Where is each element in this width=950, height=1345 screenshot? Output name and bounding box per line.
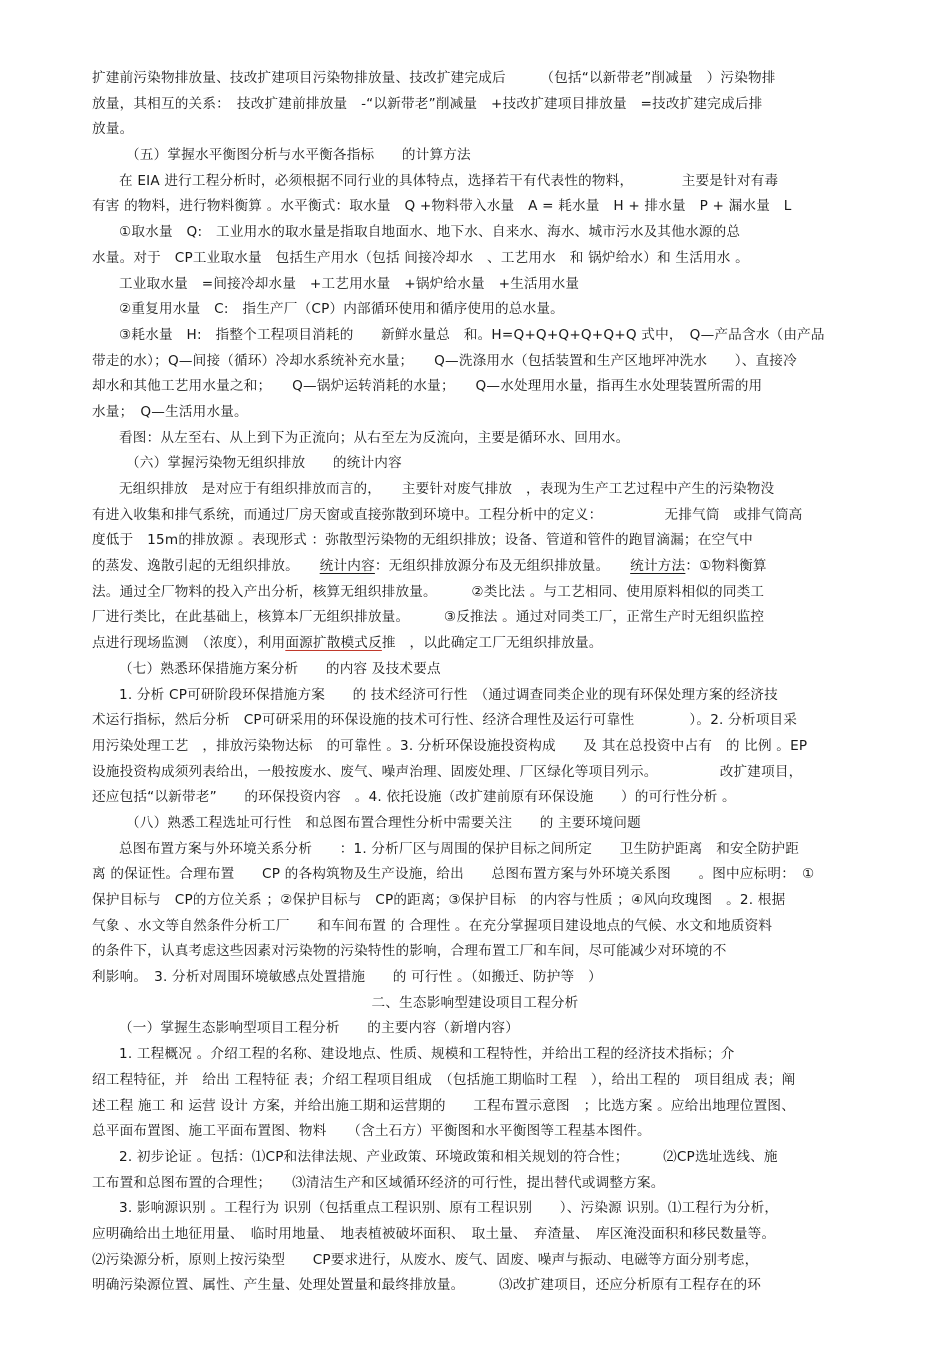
paragraph-line: 2. 初步论证 。包括：⑴CP和法律法规、产业政策、环境政策和相关规划的符合性； ⑵CP选址选线、施 [119,1148,778,1165]
paragraph-line: 1. 工程概况 。介绍工程的名称、建设地点、性质、规模和工程特性，并给出工程的经济技术指标；介 [119,1046,735,1063]
section-heading: （七）熟悉环保措施方案分析 的内容 及技术要点 [119,660,441,677]
text-line: ⑵污染源分析，原则上按污染型 CP要求进行，从废水、废气、固废、噪声与振动、电磁等方面分别考虑， [92,1251,759,1268]
text-line: 述工程 施工 和 运营 设计 方案，并给出施工期和运营期的 工程布置示意图 ；比选方案 。应给出地理位置图、 [92,1097,796,1114]
text-line: 法。通过全厂物料的投入产出分析，核算无组织排放量。 ②类比法 。与工艺相同、使用原料相似的同类工 [92,583,765,600]
text-line: 还应包括“以新带老” 的环保投资内容 。4. 依托设施（改扩建前原有环保设施 ）的可行性分析 。 [92,789,736,806]
text-line: 总平面布置图、施工平面布置图、物料 （含土石方）平衡图和水平衡图等工程基本图件。 [92,1123,651,1140]
text-line: 利影响。 3. 分析对周围环境敏感点处置措施 的 可行性 。（如搬迁、防护等 ） [92,969,602,986]
text-line: 有进入收集和排气系统，而通过厂房天窗或直接弥散到环境中。工程分析中的定义： 无排气筒 或排气筒高 [92,506,803,523]
paragraph-line: 无组织排放 是对应于有组织排放而言的， 主要针对废气排放 ，表现为生产工艺过程中产生的污染物没 [119,481,775,497]
section-heading: （六）掌握污染物无组织排放 的统计内容 [126,455,402,472]
paragraph-line: 在 EIA 进行工程分析时，必须根据不同行业的具体特点，选择若干有代表性的物料， 主要是针对有毒 [119,172,779,189]
section-heading: （五）掌握水平衡图分析与水平衡各指标 的计算方法 [126,147,471,164]
text-span: 点进行现场监测 （浓度），利用 [92,635,286,652]
text-line: 设施投资构成须列表给出，一般按废水、废气、噪声治理、固废处理、厂区绿化等项目列示。 改扩建项目， [92,763,803,780]
text-line: 绍工程特征，并 给出 工程特征 表；介绍工程项目组成 （包括施工期临时工程 ），给出工程的 项目组成 表；阐 [92,1071,796,1088]
formula-line: 工业取水量 =间接冷却水量 +工艺用水量 +锅炉给水量 +生活用水量 [119,275,580,292]
stat-content-line [92,554,858,580]
text-span: ：无组织排放源分布及无组织排放量。 [374,558,631,575]
text-line: 应明确给出土地征用量、 临时用地量、 地表植被破坏面积、 取土量、 弃渣量、 库区淹没面积和移民数量等。 [92,1225,776,1242]
text-span: ：①物料衡算 [685,558,767,575]
reverse-method-line [92,631,858,657]
red-underlined-term: 面源扩散模式反 [285,635,382,652]
text-line: 有害 的物料，进行物料衡算 。水平衡式：取水量 Q +物料带入水量 A = 耗水量 H + 排水量 P + 漏水量 L [92,198,792,215]
text-line: 水量； Q—生活用水量。 [92,403,248,420]
text-line: 度低于 15m的排放源 。表现形式 ：弥散型污染物的无组织排放；设备、管道和管件的跑冒滴漏；在空气中 [92,532,753,549]
section-heading: （八）熟悉工程选址可行性 和总图布置合理性分析中需要关注 的 主要环境问题 [126,814,641,831]
text-line: 术运行指标，然后分析 CP可研采用的环保设施的技术可行性、经济合理性及运行可靠性 ）。2. 分析项目采 [92,712,798,729]
text-line: 扩建前污染物排放量、技改扩建项目污染物排放量、技改扩建完成后 （包括“以新带老”削减量 ）污染物排 [92,70,776,86]
stat-content-label: 统计内容 [319,558,375,575]
text-span: 的蒸发、逸散引起的无组织排放。 [92,558,320,575]
text-line: 放量，其相互的关系： 技改扩建前排放量 -“以新带老”削减量 +技改扩建项目排放量 =技改扩建完成后排 [92,95,763,112]
paragraph-line: ③耗水量 H: 指整个工程项目消耗的 新鲜水量总 和。H=Q+Q+Q+Q+Q+Q 式中， Q—产品含水（由产品 [119,326,825,343]
chapter-title: 二、生态影响型建设项目工程分析 [371,994,579,1011]
stat-method-label: 统计方法 [630,558,686,575]
text-line: 厂进行类比，在此基础上，核算本厂无组织排放量。 ③反推法 。通过对同类工厂，正常生产时无组织监控 [92,609,765,626]
paragraph-line: 总图布置方案与外环境关系分析 ：1. 分析厂区与周围的保护目标之间所定 卫生防护距离 和安全防护距 [119,840,799,857]
section-heading: （一）掌握生态影响型项目工程分析 的主要内容（新增内容） [119,1020,520,1037]
paragraph-line: 3. 影响源识别 。工程行为 识别（包括重点工程识别、原有工程识别 ）、污染源 识别。⑴工程行为分析， [119,1200,779,1217]
text-line: 的条件下，认真考虑这些因素对污染物的污染特性的影响，合理布置工厂和车间，尽可能减少对环境的不 [92,943,727,960]
text-line: 工布置和总图布置的合理性； ⑶清洁生产和区域循环经济的可行性，提出替代或调整方案。 [92,1174,665,1191]
text-line: 用污染处理工艺 ，排放污染物达标 的可靠性 。3. 分析环保设施投资构成 及 其在总投资中占有 的 比例 。EP [92,737,808,754]
text-line: 明确污染源位置、属性、产生量、处理处置量和最终排放量。 ⑶改扩建项目，还应分析原有工程存在的环 [92,1277,762,1294]
text-line: 放量。 [92,121,134,138]
text-span: 推 ，以此确定工厂无组织排放量。 [381,635,603,652]
text-line: 离 的保证性。合理布置 CP 的各构筑物及生产设施，给出 总图布置方案与外环境关系图 。图中应标明： ① [92,866,815,883]
text-line: 保护目标与 CP的方位关系 ；②保护目标与 CP的距离；③保护目标 的内容与性质 ；④风向玫瑰图 。2. 根据 [92,892,786,908]
paragraph-line: 1. 分析 CP可研阶段环保措施方案 的 技术经济可行性 （通过调查同类企业的现有环保处理方案的经济技 [119,686,778,703]
text-line: 带走的水）；Q—间接（循环）冷却水系统补充水量； Q—洗涤用水（包括装置和生产区地坪冲洗水 ）、直接冷 [92,352,797,369]
paragraph-line: ①取水量 Q: 工业用水的取水量是指取自地面水、地下水、自来水、海水、城市污水及其他水源的总 [119,224,741,241]
text-line: 气象 、水文等自然条件分析工厂 和车间布置 的 合理性 。在充分掌握项目建设地点的气候、水文和地质资料 [92,917,773,934]
text-line: 却水和其他工艺用水量之和； Q—锅炉运转消耗的水量； Q—水处理用水量，指再生水处理装置所需的用 [92,378,763,395]
paragraph-line: ②重复用水量 C: 指生产厂（CP）内部循环使用和循序使用的总水量。 [119,301,564,318]
paragraph-line: 看图：从左至右、从上到下为正流向；从右至左为反流向，主要是循环水、回用水。 [119,429,630,446]
text-line: 水量。对于 CP工业取水量 包括生产用水（包括 间接冷却水 、工艺用水 和 锅炉给水）和 生活用水 。 [92,249,749,266]
